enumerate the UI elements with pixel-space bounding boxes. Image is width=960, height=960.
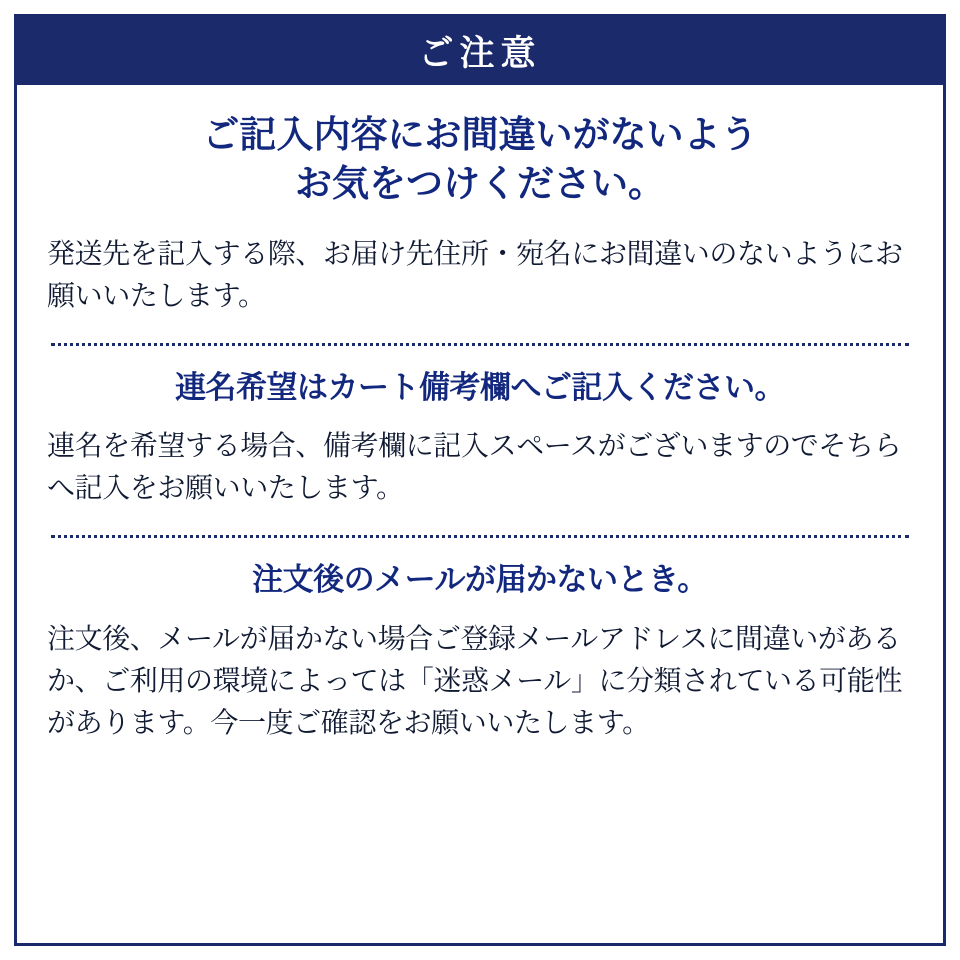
notice-section-email bbox=[47, 560, 913, 753]
section-heading-joint-name: 連名希望はカート備考欄へご記入ください。 bbox=[175, 369, 785, 405]
section-body-email: 注文後、メールが届かない場合ご登録メールアドレスに間違いがあるか、ご利用の環境によっては「迷惑メール」に分類されている可能性があります。今一度ご確認をお願いいたします。 bbox=[47, 623, 903, 739]
section-body-address: 発送先を記入する際、お届け先住所・宛名にお間違いのないようにお願いいたします。 bbox=[47, 237, 903, 311]
section-heading-email: 注文後のメールが届かないとき。 bbox=[252, 561, 708, 597]
section-heading-address bbox=[47, 111, 913, 209]
notice-section-joint-name bbox=[47, 368, 913, 517]
notice-banner bbox=[17, 17, 943, 85]
notice-frame bbox=[14, 14, 946, 946]
notice-content bbox=[17, 85, 943, 752]
section-divider-2 bbox=[51, 535, 909, 538]
banner-title: ご注意 bbox=[418, 34, 542, 73]
section-divider-1 bbox=[51, 343, 909, 346]
section-body-joint-name: 連名を希望する場合、備考欄に記入スペースがございますのでそちらへ記入をお願いいたします。 bbox=[47, 429, 902, 503]
section-heading-address-line1: ご記入内容にお間違いがないよう bbox=[202, 114, 758, 155]
notice-section-address bbox=[47, 111, 913, 325]
section-heading-address-line2: お気をつけください。 bbox=[295, 162, 665, 204]
